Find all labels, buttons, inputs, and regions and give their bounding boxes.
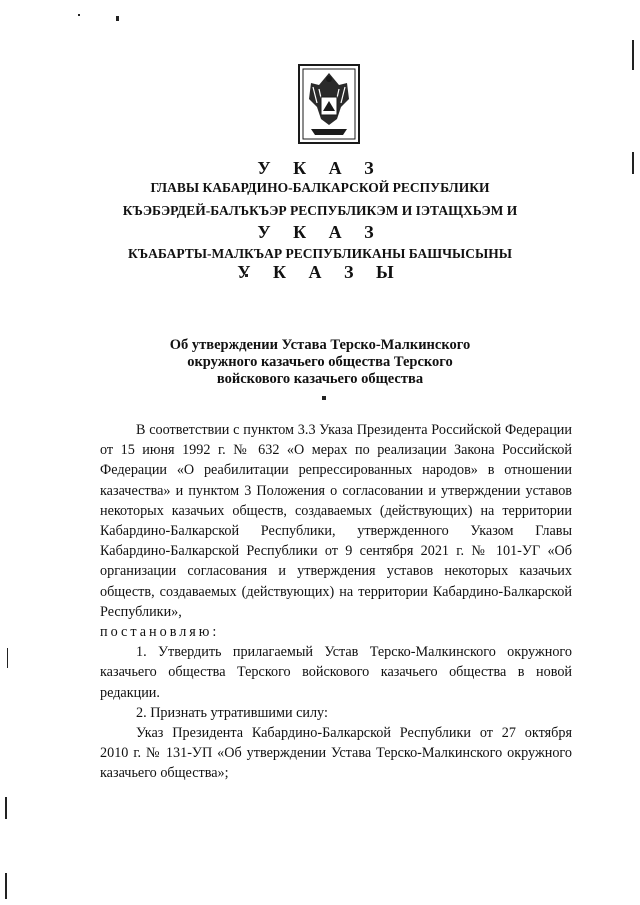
decree-title bbox=[0, 337, 640, 388]
decree-heading-kabardian: У К А З bbox=[257, 222, 383, 242]
item-2: 2. Признать утратившими силу: bbox=[136, 704, 328, 721]
decree-body bbox=[100, 420, 572, 784]
item-1: 1. Утвердить прилагаемый Устав Терско-Малкинского окружного казачьего общества Терского войскового казачьего общества в новой редакции. bbox=[100, 644, 572, 701]
title-line-1: Об утверждении Устава Терско-Малкинского bbox=[169, 337, 471, 353]
title-line-2: окружного казачьего общества Терского bbox=[187, 354, 453, 370]
decree-heading-balkar: У К А З Ы bbox=[237, 262, 403, 282]
item-2-sub: Указ Президента Кабардино-Балкарской Республики от 27 октября 2010 г. № 131-УП «Об утверждении Устава Терско-Малкинского окружного казачьего общества»; bbox=[100, 725, 572, 782]
coat-of-arms-icon bbox=[297, 63, 361, 145]
issuer-line-russian: ГЛАВЫ КАБАРДИНО-БАЛКАРСКОЙ РЕСПУБЛИКИ bbox=[150, 180, 490, 195]
preamble-paragraph: В соответствии с пунктом 3.3 Указа Президента Российской Федерации от 15 июня 1992 г. № 632 «О мерах по реализации Закона Российской Федерации «О реабилитации репрессированных народов» в отношении казачества» и пунктом 3 Положения о согласовании и утверждении уставов некоторых казачьих обществ, создаваемых (действующих) на территории Кабардино-Балкарской Республики, утвержденного Указом Главы Кабардино-Балкарской Республики от 9 сентября 2021 г. № 101-УГ «Об организации согласования и утверждения уставов некоторых казачьих обществ, создаваемых (действующих) на территории Кабардино-Балкарской Республики», bbox=[100, 422, 572, 620]
title-line-3: войскового казачьего общества bbox=[216, 371, 424, 387]
issuer-line-balkar: КЪАБАРТЫ-МАЛКЪАР РЕСПУБЛИКАНЫ БАШЧЫСЫНЫ bbox=[127, 246, 513, 261]
decree-heading: У К А З bbox=[257, 158, 383, 178]
decree-word: постановляю: bbox=[100, 624, 220, 641]
issuer-line-kabardian: КЪЭБЭРДЕЙ-БАЛЪКЪЭР РЕСПУБЛИКЭМ И ІЭТАЩХЬЭМ И bbox=[122, 203, 518, 218]
